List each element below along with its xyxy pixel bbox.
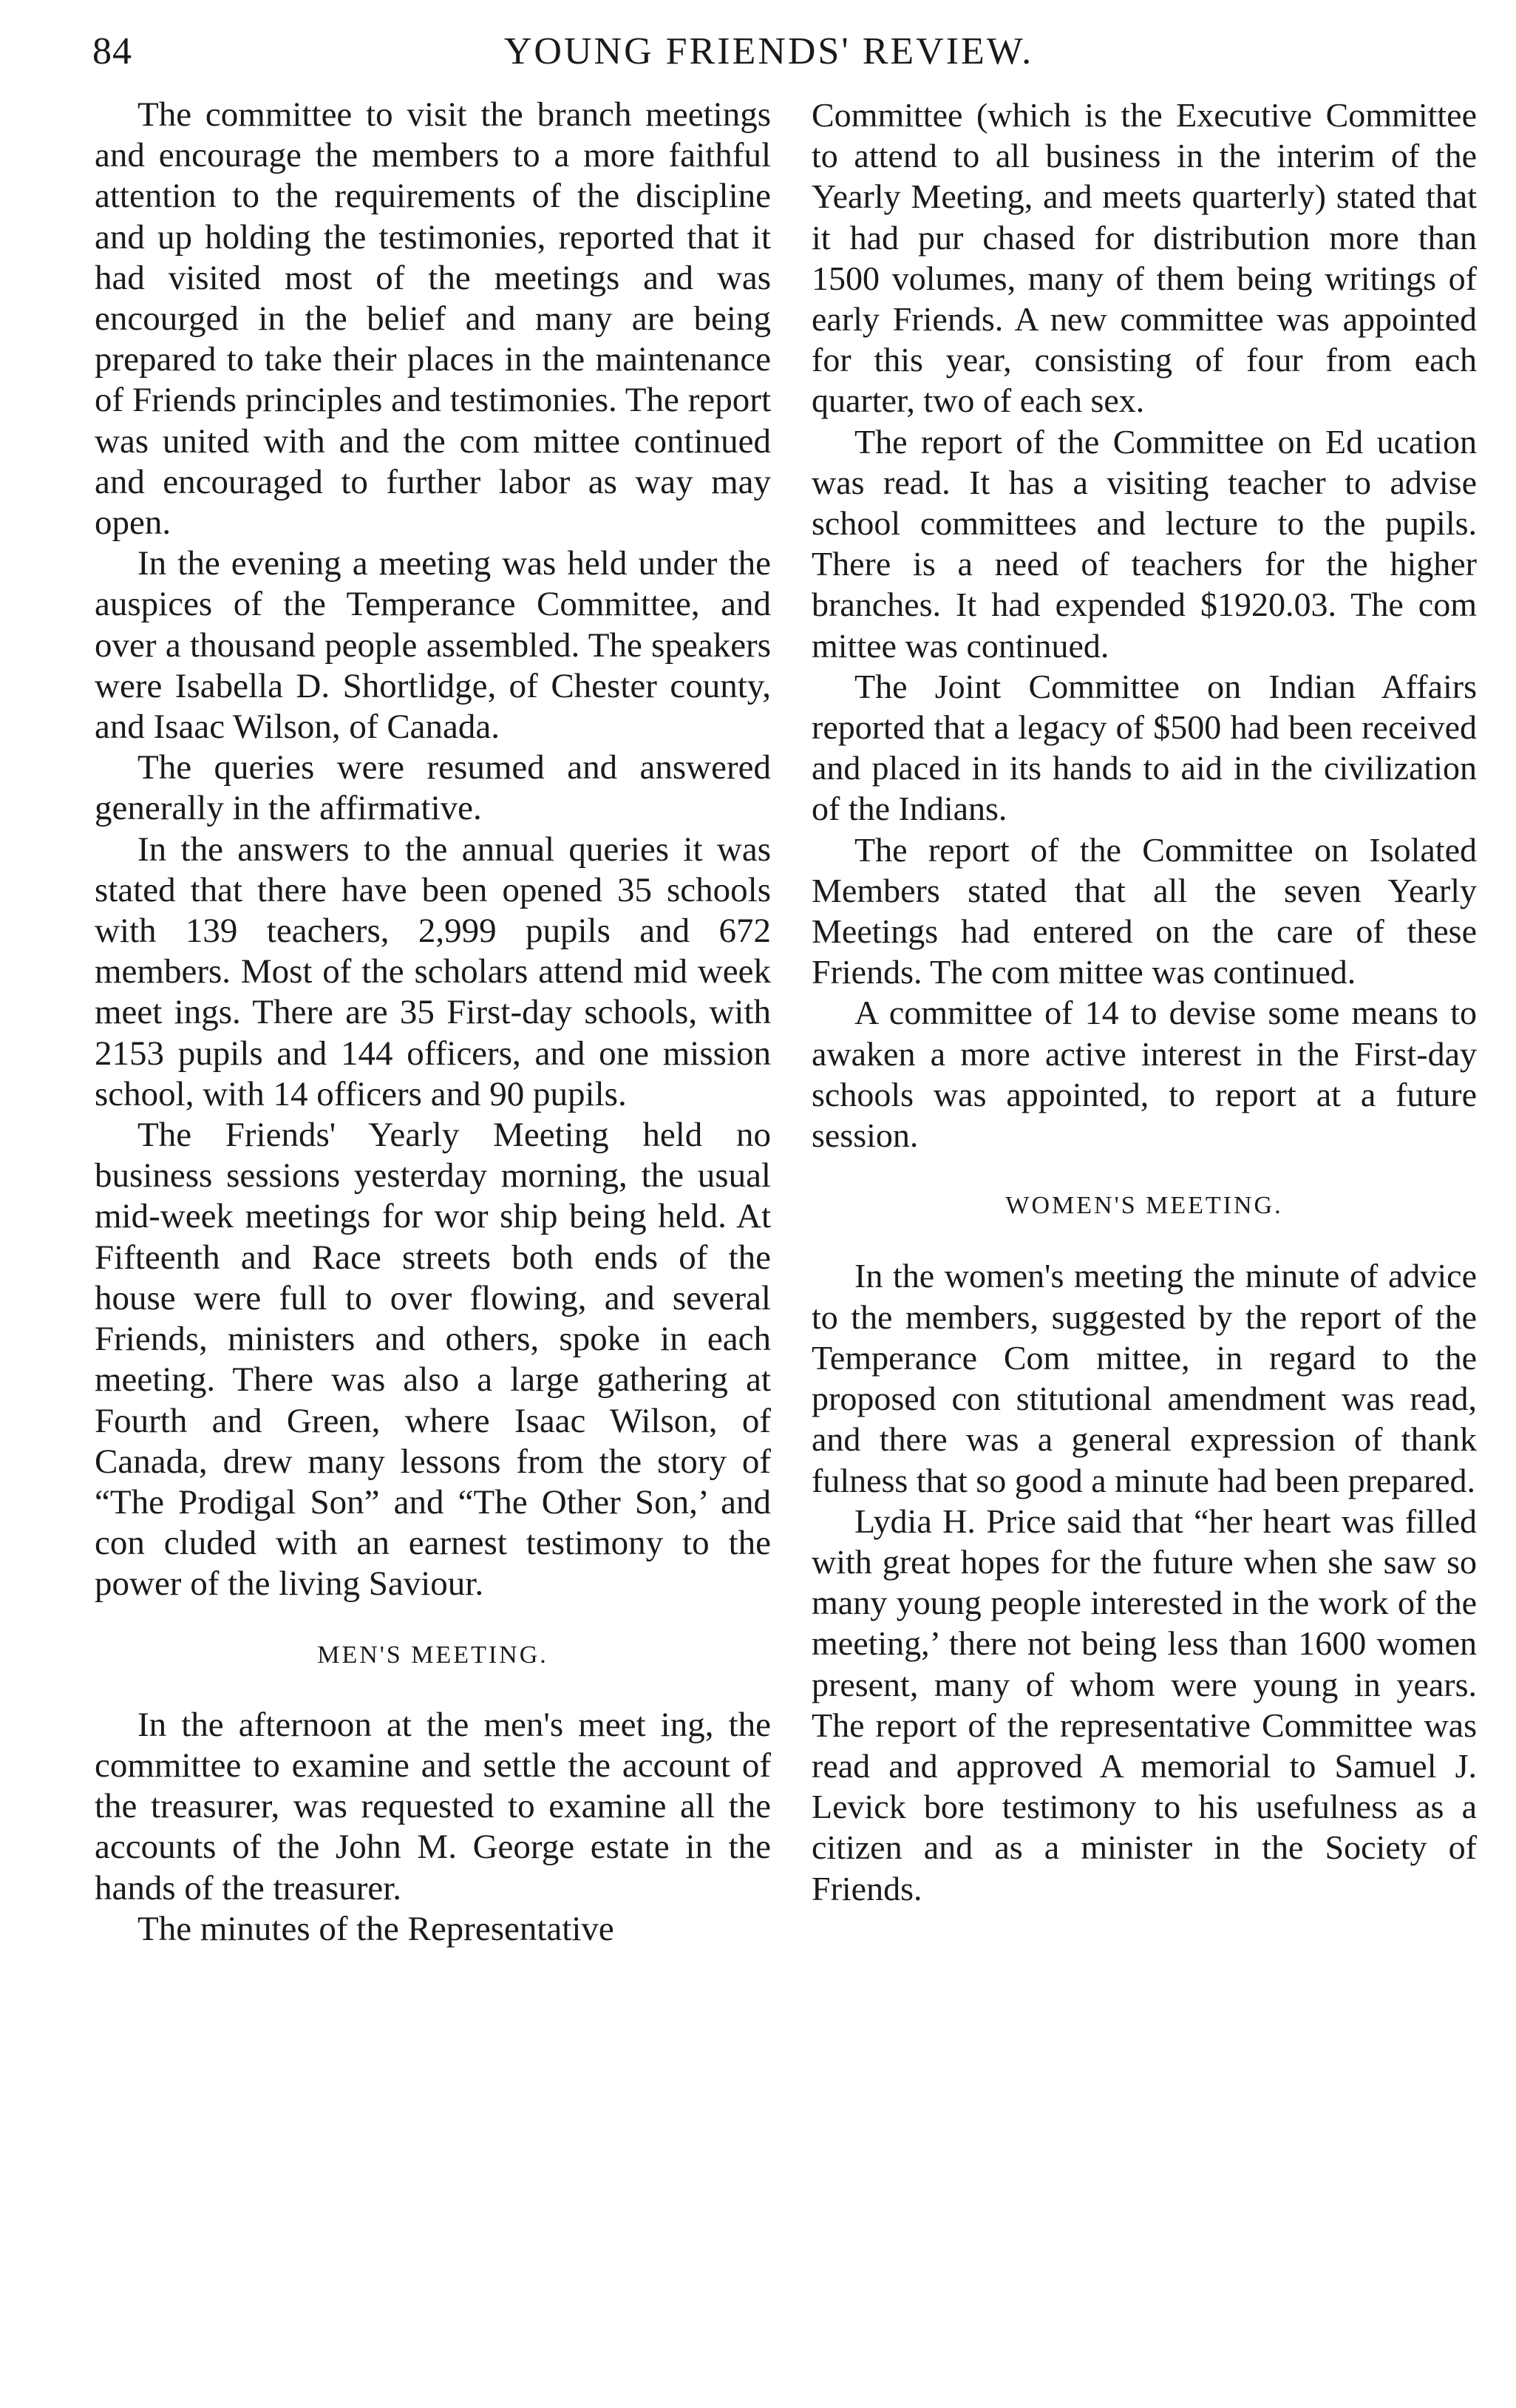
paragraph: The committee to visit the branch meetings and encourage the members to a more faithful attention to the requirements of the discipline and up holding the testimonies, reported that it had visited most of the meetings and was encourged in the belief and many are being prepared to take their places in the maintenance of Friends principles and testimonies. The report was united with and the com mittee continued and encouraged to further labor as way may open.: [95, 95, 771, 543]
left-column: [95, 95, 771, 1950]
paragraph: The Friends' Yearly Meeting held no business sessions yesterday morning, the usual mid-week meetings for wor ship being held. At Fifteenth and Race streets both ends of the house were full to over flowing, and several Friends, ministers and others, spoke in each meeting. There was also a large gathering at Fourth and Green, where Isaac Wilson, of Canada, drew many lessons from the story of “The Prodigal Son” and “The Other Son,’ and con cluded with an earnest testimony to the power of the living Saviour.: [95, 1116, 771, 1604]
paragraph: In the afternoon at the men's meet ing, the committee to examine and settle the account of the treasurer, was requested to examine all the accounts of the John M. George estate in the hands of the treasurer.: [95, 1705, 771, 1907]
paragraph: The report of the Committee on Isolated Members stated that all the seven Yearly Meetings had entered on the care of these Friends. The com mittee was continued.: [812, 830, 1477, 991]
paragraph: The report of the Committee on Ed ucation was read. It has a visiting teacher to advise school committees and lecture to the pupils. There is a need of teachers for the higher branches. It had expended $1920.03. The com mittee was continued.: [812, 422, 1477, 665]
paragraph: The Joint Committee on Indian Affairs reported that a legacy of $500 had been received and placed in its hands to aid in the civilization of the Indians.: [812, 667, 1477, 828]
right-column: [812, 95, 1477, 1909]
section-heading-womens-meeting: WOMEN'S MEETING.: [1005, 1192, 1283, 1220]
paragraph: In the answers to the annual queries it was stated that there have been opened 35 schools with 139 teachers, 2,999 pupils and 672 members. Most of the scholars attend mid week meet ings. There are 35 First-day schools, with 2153 pupils and 144 officers, and one mission school, with 14 officers and 90 pupils.: [95, 830, 771, 1113]
page-header: [92, 30, 1445, 81]
paragraph: The minutes of the Representative: [137, 1909, 614, 1948]
section-heading-mens-meeting: MEN'S MEETING.: [317, 1641, 548, 1669]
page-number: 84: [92, 30, 132, 72]
paragraph-continued: Committee (which is the Executive Committee to attend to all business in the interim of the Yearly Meeting, and meets quarterly) stated that it had pur chased for distribution more than 1500 volumes, many of them being writings of early Friends. A new committee was appointed for this year, consisting of four from each quarter, two of each sex.: [812, 96, 1477, 420]
paragraph: Lydia H. Price said that “her heart was filled with great hopes for the future when she saw so many young people interested in the work of the meeting,’ there not being less than 1600 women present, many of whom were young in years. The report of the representative Committee was read and approved A memorial to Samuel J. Levick bore testimony to his usefulness as a citizen and as a minister in the Society of Friends.: [812, 1502, 1477, 1907]
paragraph: In the women's meeting the minute of advice to the members, suggested by the report of the Temperance Com mittee, in regard to the proposed con stitutional amendment was read, and there was a general expression of thank fulness that so good a minute had been prepared.: [812, 1257, 1477, 1499]
running-title: YOUNG FRIENDS' REVIEW.: [503, 30, 1034, 72]
paragraph: In the evening a meeting was held under the auspices of the Temperance Committee, and over a thousand people assembled. The speakers were Isabella D. Shortlidge, of Chester county, and Isaac Wilson, of Canada.: [95, 544, 771, 747]
paragraph: A committee of 14 to devise some means to awaken a more active interest in the First-day schools was appointed, to report at a future session.: [812, 994, 1477, 1155]
paragraph: The queries were resumed and answered generally in the affirmative.: [95, 748, 771, 828]
